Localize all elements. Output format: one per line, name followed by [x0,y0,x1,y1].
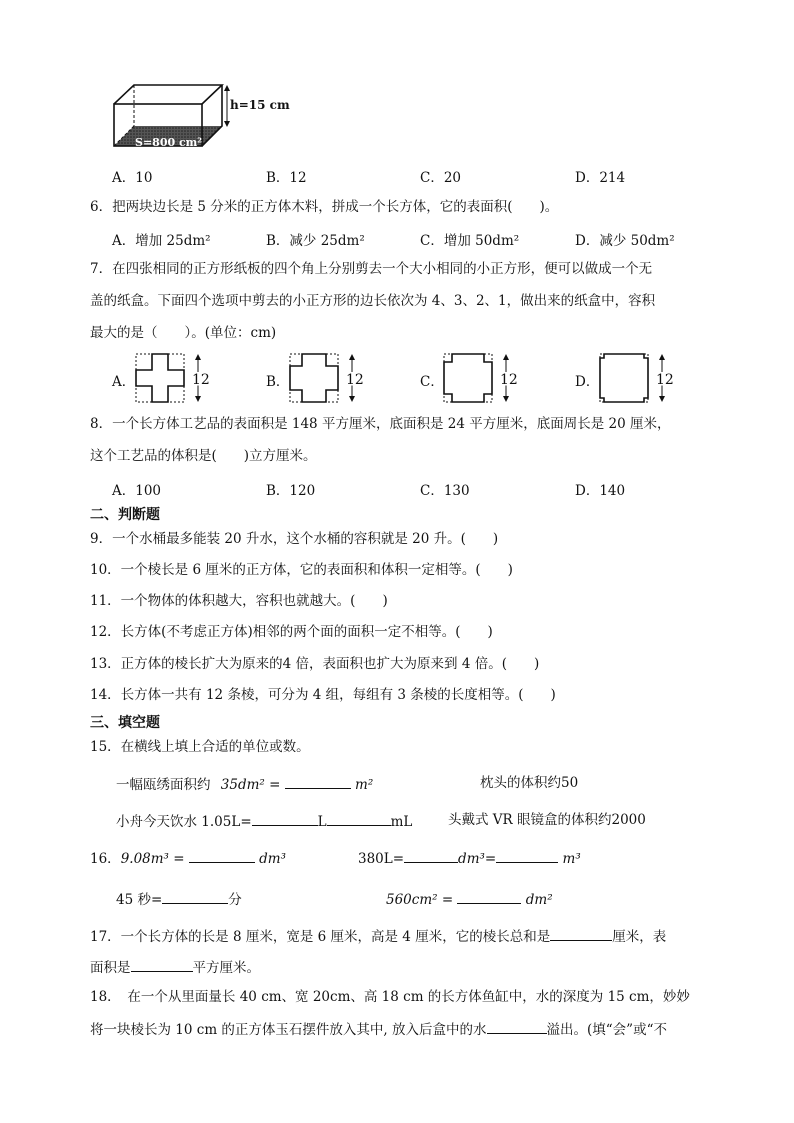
q16-row2-right [386,889,553,909]
q15-a-unit: m² [355,777,374,793]
q16-d-unit: dm² [525,892,553,908]
q16-c-unit: 分 [228,892,242,908]
q16-row1-left [90,848,286,868]
judge-q9: 9．一个水桶最多能装 20 升水，这个水桶的容积就是 20 升。( ) [90,531,499,547]
q17-line1-suffix: 厘米，表 [612,929,667,945]
q17-line2-text: 面积是 [90,960,131,976]
q15-c-unit2: mL [390,814,413,830]
base-area-label: S=800 cm² [135,136,203,149]
q5-option-c[interactable]: C．20 [420,170,462,186]
q5-option-a[interactable]: A．10 [112,170,153,186]
q7-figure-a [134,352,214,404]
q7-line1: 7．在四张相同的正方形纸板的四个角上分别剪去一个大小相同的小正方形，便可以做成一个无 [90,261,653,277]
q17-blank2[interactable] [131,957,193,972]
q16-b-blank1[interactable] [404,848,458,863]
q7-figure-d [598,352,678,404]
q8-option-b[interactable]: B．120 [266,483,316,499]
q15-d: 头戴式 VR 眼镜盒的体积约2000 [448,812,646,828]
q6-question: 6．把两块边长是 5 分米的正方体木料，拼成一个长方体，它的表面积( )。 [90,199,559,215]
q17-line2-suffix: 平方厘米。 [192,960,260,976]
q15-a-blank[interactable] [285,774,351,789]
q6-option-c[interactable]: C．增加 50dm² [420,233,520,249]
q18-line1: 18． 在一个从里面量长 40 cm、宽 20cm、高 18 cm 的长方体鱼缸中，水的深度为 15 cm，妙妙 [90,989,690,1005]
q8-option-d[interactable]: D．140 [575,483,626,499]
q7-figure-b [288,352,368,404]
q16-a-blank[interactable] [189,848,255,863]
q15-c-blank1[interactable] [252,811,318,826]
q16-b-blank2[interactable] [496,848,558,863]
q15-c-unit1: L [317,814,327,830]
judge-q14: 14．长方体一共有 12 条棱，可分为 4 组，每组有 3 条棱的长度相等。( ) [90,687,556,703]
q15-question: 15．在横线上填上合适的单位或数。 [90,739,310,755]
q15-c-blank2[interactable] [327,811,391,826]
q16-d-blank[interactable] [457,889,521,904]
q7-line3: 最大的是（ ）。(单位：cm) [90,325,277,341]
q7-option-d[interactable]: D． [575,374,600,390]
q17-line1 [90,926,666,946]
judge-q11: 11．一个物体的体积越大，容积也就越大。( ) [90,593,388,609]
q17-line2 [90,957,260,977]
q18-line2 [90,1019,667,1039]
q16-a-prefix: 16． [90,851,121,867]
q16-row2-left [116,889,242,909]
q6-option-b[interactable]: B．减少 25dm² [266,233,365,249]
q15-a-value: 35dm² = [220,777,281,793]
section-heading-fill: 三、填空题 [90,715,160,731]
q15-a-prefix: 一幅瓯绣面积约 [116,777,211,793]
q15-c-prefix: 小舟今天饮水 1.05L= [116,814,252,830]
q17-blank1[interactable] [550,926,612,941]
q16-row1-right [358,848,581,868]
q15-b: 枕头的体积约50 [480,775,579,791]
q6-option-a[interactable]: A．增加 25dm² [112,233,211,249]
q15-row2-left [116,811,412,831]
q6-option-d[interactable]: D．减少 50dm² [575,233,675,249]
judge-q13: 13．正方体的棱长扩大为原来的4 倍，表面积也扩大为原来到 4 倍。( ) [90,656,540,672]
q7-option-c[interactable]: C． [420,374,444,390]
q16-c-prefix: 45 秒= [116,892,163,908]
q8-line2: 这个工艺品的体积是( )立方厘米。 [90,448,317,464]
q7-line2: 盖的纸盒。下面四个选项中剪去的小正方形的边长依次为 4、3、2、1，做出来的纸盒中，容积 [90,293,656,309]
q7-option-a[interactable]: A． [112,374,136,390]
q17-line1-text: 17．一个长方体的长是 8 厘米，宽是 6 厘米，高是 4 厘米，它的棱长总和是 [90,929,551,945]
q5-option-b[interactable]: B．12 [266,170,307,186]
q7-option-b[interactable]: B． [266,374,290,390]
q18-line2-text: 将一块棱长为 10 cm 的正方体玉石摆件放入其中, 放入后盒中的水 [90,1022,487,1038]
q7-figure-c [442,352,522,404]
q7-dim-a: 12 [192,372,210,388]
q16-b-unit1: dm³= [458,851,497,867]
q8-option-a[interactable]: A．100 [112,483,162,499]
q18-line2-suffix: 溢出。(填“会”或“不 [546,1022,667,1038]
q18-blank[interactable] [487,1019,547,1034]
q16-b-unit2: m³ [562,851,581,867]
judge-q10: 10．一个棱长是 6 厘米的正方体，它的表面积和体积一定相等。( ) [90,562,513,578]
q16-a-unit: dm³ [259,851,287,867]
q5-option-d[interactable]: D．214 [575,170,626,186]
q15-row1-left [116,774,373,794]
q7-dim-b: 12 [346,372,364,388]
q7-dim-d: 12 [656,372,674,388]
q16-a-value: 9.08m³ = [120,851,185,867]
q8-line1: 8．一个长方体工艺品的表面积是 148 平方厘米，底面积是 24 平方厘米，底面周长是 20 厘米， [90,416,671,432]
q7-dim-c: 12 [500,372,518,388]
q16-d-value: 560cm² = [386,892,454,908]
q8-option-c[interactable]: C．130 [420,483,470,499]
section-heading-judgement: 二、判断题 [90,507,160,523]
q16-b-prefix: 380L= [358,851,405,867]
height-label: h=15 cm [230,98,290,112]
q16-c-blank[interactable] [162,889,228,904]
judge-q12: 12．长方体(不考虑正方体)相邻的两个面的面积一定不相等。( ) [90,624,493,640]
